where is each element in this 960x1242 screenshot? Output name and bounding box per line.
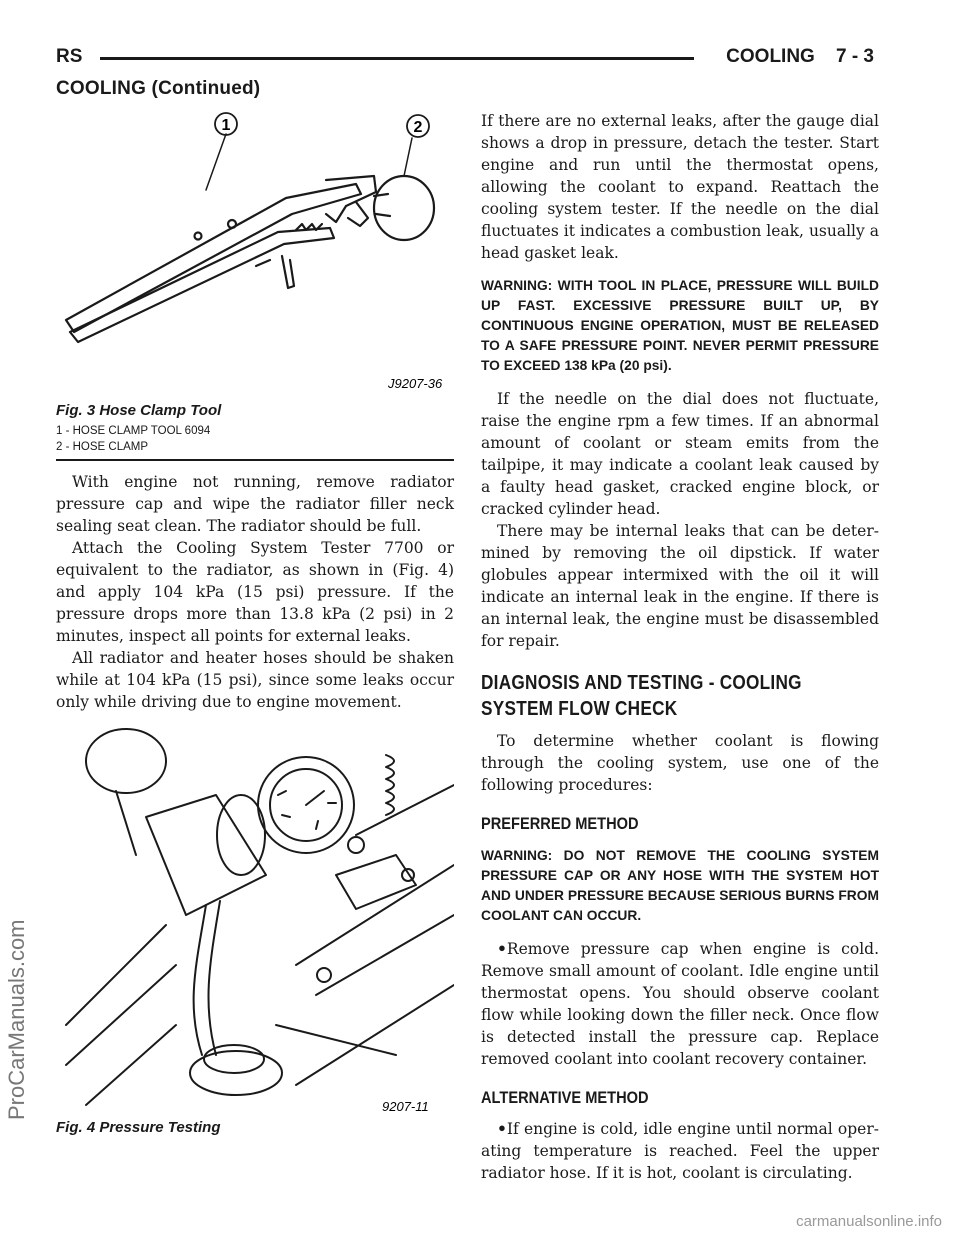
bullet-item (481, 1118, 879, 1184)
figure-3-rule (56, 459, 454, 461)
bullet-icon: • (497, 1119, 507, 1138)
figure-4 (56, 725, 454, 1136)
bullet-text: Remove pressure cap when engine is cold. Remove small amount of coolant. Idle engine until thermostat opens. You should observe coolant flow while looking down the filler neck. Once flow is detected install the pressure cap. Replace removed coolant into coolant recovery container. (481, 940, 879, 1068)
body-paragraph: Attach the Cooling System Tester 7700 or equivalent to the radiator, as shown in (Fig. 4) and apply 104 kPa (15 psi) pressure. If the pressure drops more than 13.8 kPa (2 psi) in 2 minutes, inspect all points for external leaks. (56, 539, 454, 645)
right-column (481, 110, 879, 1184)
bullet-icon: • (497, 939, 507, 958)
section-heading: DIAGNOSIS AND TESTING - COOLING SYSTEM FLOW CHECK (481, 672, 802, 720)
body-paragraph: All radiator and heater hoses should be shaken while at 104 kPa (15 psi), since some leaks occur only while driving due to engine movement. (56, 649, 454, 711)
continued-title: COOLING (Continued) (56, 78, 261, 99)
header-page-number: 7 - 3 (835, 46, 874, 67)
page-header (56, 44, 874, 74)
hose-clamp-tool-illustration (56, 110, 454, 400)
figure-3-legend-2: 2 - HOSE CLAMP (56, 441, 149, 453)
header-chapter: COOLING (726, 46, 815, 67)
subheading-preferred-method: PREFERRED METHOD (481, 814, 639, 833)
body-paragraph: To determine whether coolant is flowing through the cooling system, use one of the following procedures: (481, 732, 879, 794)
figure-3-caption: Fig. 3 Hose Clamp Tool (56, 402, 222, 419)
header-title (726, 46, 874, 68)
header-section-code: RS (56, 46, 83, 67)
figure-3 (56, 110, 454, 461)
figure-4-caption: Fig. 4 Pressure Testing (56, 1119, 221, 1136)
warning-note: WARNING: WITH TOOL IN PLACE, PRESSURE WILL BUILD UP FAST. EXCESSIVE PRESSURE BUILT UP, BY CONTINUOUS ENGINE OPERATION, MUST BE RELEASED TO A SAFE PRESSURE POINT. NEVER PERMIT PRESSURE TO EXCEED 138 kPa (20 psi). (481, 278, 879, 373)
bullet-text: If engine is cold, idle engine until normal operating temperature is reached. Feel the upper radiator hose. If it is hot, coolant is circulating. (481, 1120, 879, 1182)
side-watermark: ProCarManuals.com (4, 919, 29, 1120)
callout-2: 2 (413, 119, 423, 136)
subheading-alternative-method: ALTERNATIVE METHOD (481, 1088, 649, 1107)
header-rule (100, 57, 694, 60)
body-paragraph: If there are no external leaks, after the gauge dial shows a drop in pressure, detach the tester. Start engine and run until the thermostat opens, allowing the coolant to expand. Reattach the cooling system tester. If the needle on the dial fluctuates it indicates a combustion leak, usually a head gasket leak. (481, 112, 879, 262)
body-paragraph: There may be internal leaks that can be determined by removing the oil dipstick. If water globules appear intermixed with the oil it will indicate an internal leak in the engine. If there is an internal leak, the engine must be disassembled for repair. (481, 522, 879, 650)
figure-3-code: J9207-36 (388, 376, 443, 391)
body-paragraph: With engine not running, remove radiator pressure cap and wipe the radiator filler neck sealing seat clean. The radiator should be full. (56, 473, 454, 535)
pressure-testing-illustration (56, 725, 454, 1117)
figure-4-code: 9207-11 (382, 1099, 429, 1114)
left-column (56, 110, 454, 1140)
footer-watermark: carmanualsonline.info (796, 1213, 942, 1230)
figure-3-legend-1: 1 - HOSE CLAMP TOOL 6094 (56, 425, 211, 437)
callout-1: 1 (221, 117, 231, 134)
body-paragraph: If the needle on the dial does not fluctuate, raise the engine rpm a few times. If an abnormal amount of coolant or steam emits from the tailpipe, it may indicate a coolant leak caused by a faulty head gasket, cracked engine block, or cracked cylinder head. (481, 390, 879, 518)
bullet-item (481, 938, 879, 1070)
warning-note: WARNING: DO NOT REMOVE THE COOLING SYSTEM PRESSURE CAP OR ANY HOSE WITH THE SYSTEM HOT AND UNDER PRESSURE BECAUSE SERIOUS BURNS FROM COOLANT CAN OCCUR. (481, 848, 879, 923)
